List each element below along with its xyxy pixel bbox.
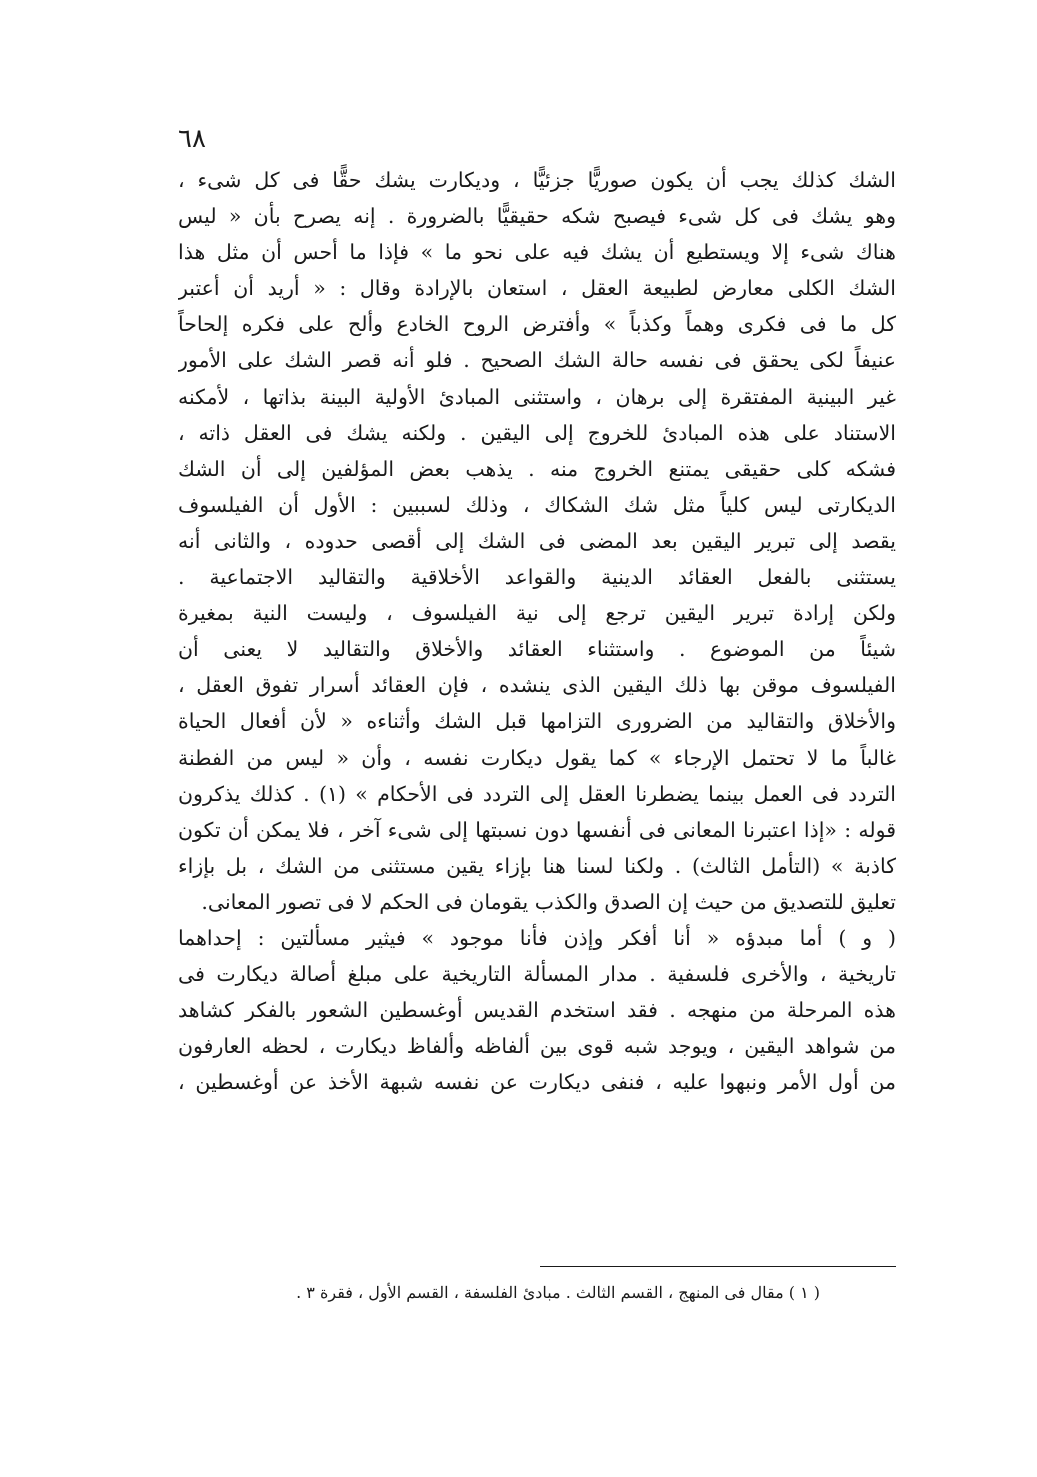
body-line: التردد فى العمل بينما يضطرنا العقل إلى التردد فى الأحكام » (١) . كذلك يذكرون [178,781,896,806]
body-line: كاذبة » (التأمل الثالث) . ولكنا لسنا هنا بإزاء يقين مستثنى من الشك ، بل بإزاء [178,853,896,878]
body-line: غير البينية المفتقرة إلى برهان ، واستثنى المبادئ الأولية البينة بذاتها ، لأمكنه [178,384,896,409]
body-line: الديكارتى ليس كلياً مثل شك الشكاك ، وذلك لسببين : الأول أن الفيلسوف [178,492,896,517]
footnote-divider [540,1266,896,1267]
body-line: هذه المرحلة من منهجه . فقد استخدم القديس أوغسطين الشعور بالفكر كشاهد [178,998,896,1023]
body-line: كل ما فى فكرى وهماً وكذباً » وأفترض الروح الخادع وألح على فكره إلحاحاً [178,312,896,337]
body-line: الشك كذلك يجب أن يكون صوريًّا جزئيًّا ، وديكارت يشك حقًّا فى كل شىء ، [178,168,896,192]
body-line: ( و ) أما مبدؤه « أنا أفكر وإذن فأنا موجود » فيثير مسألتين : إحداهما [178,925,896,950]
body-line: الفيلسوف موقن بها ذلك اليقين الذى ينشده ، فإن العقائد أسرار تفوق العقل ، [178,673,896,698]
body-line: من شواهد اليقين ، ويوجد شبه قوى بين ألفاظه وألفاظ ديكارت ، لحظه العارفون [178,1034,896,1059]
body-line: الشك الكلى معارض لطبيعة العقل ، استعان بالإرادة وقال : « أريد أن أعتبر [178,276,896,301]
body-line: عنيفاً لكى يحقق فى نفسه حالة الشك الصحيح . فلو أنه قصر الشك على الأمور [178,348,896,373]
body-line: وهو يشك فى كل شىء فيصبح شكه حقيقيًّا بالضرورة . إنه يصرح بأن « ليس [178,204,896,229]
body-line: ولكن إرادة تبرير اليقين ترجع إلى نية الفيلسوف ، وليست النية بمغيرة [178,601,896,626]
body-line: فشكه كلى حقيقى يمتنع الخروج منه . يذهب بعض المؤلفين إلى أن الشك [178,456,896,481]
body-line: غالباً ما لا تحتمل الإرجاء » كما يقول ديكارت نفسه ، وأن « ليس من الفطنة [178,745,896,770]
body-line: هناك شىء إلا ويستطيع أن يشك فيه على نحو ما » فإذا ما أحس أن مثل هذا [178,240,896,265]
body-line: تاريخية ، والأخرى فلسفية . مدار المسألة التاريخية على مبلغ أصالة ديكارت فى [178,962,896,987]
body-line: والأخلاق والتقاليد من الضرورى التزامها قبل الشك وأثناءه « لأن أفعال الحياة [178,709,896,734]
body-line: يقصد إلى تبرير اليقين بعد المضى فى الشك إلى أقصى حدوده ، والثانى أنه [178,528,896,553]
body-line: من أول الأمر ونبهوا عليه ، فنفى ديكارت عن نفسه شبهة الأخذ عن أوغسطين ، [178,1070,896,1095]
footnote: ( ١ ) مقال فى المنهج ، القسم الثالث . مبادئ الفلسفة ، القسم الأول ، فقرة ٣ . [296,1283,820,1302]
body-line: الاستناد على هذه المبادئ للخروج إلى اليقين . ولكنه يشك فى العقل ذاته ، [178,420,896,445]
body-line: يستثنى بالفعل العقائد الدينية والقواعد الأخلاقية والتقاليد الاجتماعية . [178,565,896,590]
body-line: شيئاً من الموضوع . واستثناء العقائد والأخلاق والتقاليد لا يعنى أن [178,637,896,662]
body-line: قوله : «إذا اعتبرنا المعانى فى أنفسها دون نسبتها إلى شىء آخر ، فلا يمكن أن تكون [178,817,896,842]
page-number: ٦٨ [178,124,206,154]
body-line: تعليق للتصديق من حيث إن الصدق والكذب يقومان فى الحكم لا فى تصور المعانى. [201,889,896,914]
body-text [178,162,896,1100]
